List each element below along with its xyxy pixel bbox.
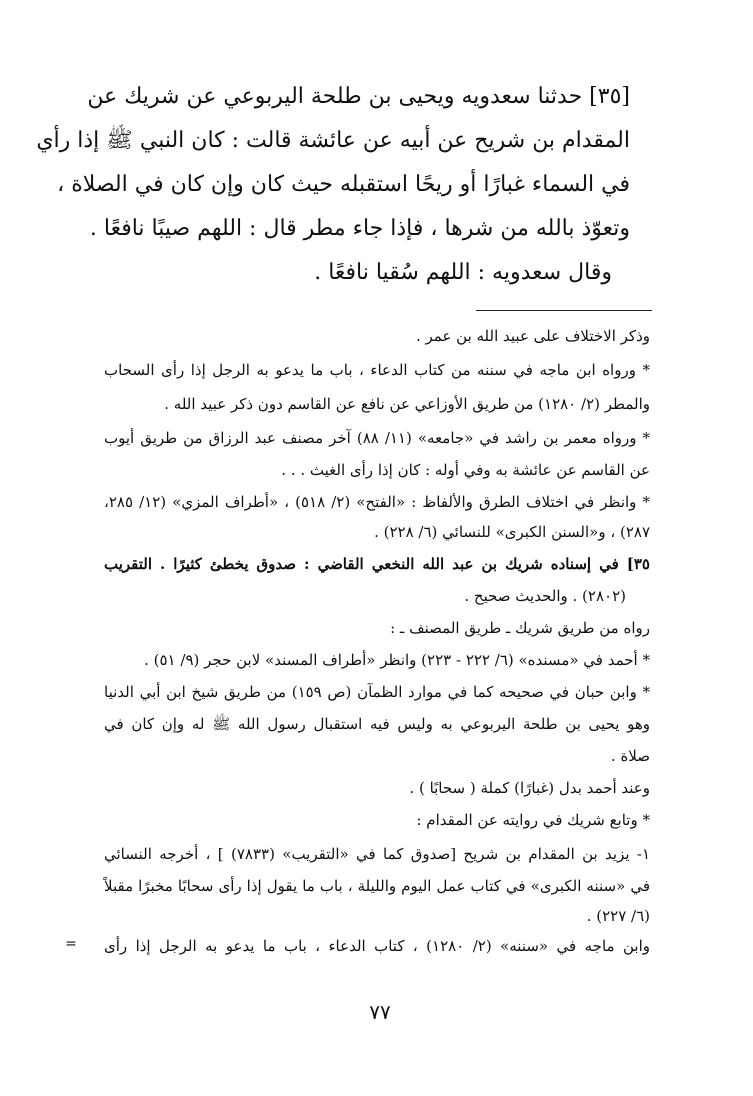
footnote-line-1: وذكر الاختلاف على عبيد الله بن عمر . [415,327,650,345]
footnote-line-9: (٢٨٠٢) . والحديث صحيح . [464,587,626,605]
footnote-line-7: ٢٨٧) ، و«السنن الكبرى» للنسائي (٦/ ٢٢٨) . [374,523,650,541]
footnote-line-11: * أحمد في «مسنده» (٦/ ٢٢٢ - ٢٢٣) وانظر «أطراف المسند» لابن حجر (٩/ ٥١) . [144,651,650,669]
footnote-line-20: وابن ماجه في «سننه» (٢/ ١٢٨٠) ، كتاب الدعاء ، باب ما يدعو به الرجل إذا رأى [104,937,650,955]
footnote-line-8: ٣٥] في إسناده شريك بن عبد الله النخعي القاضي : صدوق يخطئ كثيرًا . التقريب [104,555,650,573]
footnote-line-2: * ورواه ابن ماجه في سننه من كتاب الدعاء ، باب ما يدعو به الرجل إذا رأى السحاب [104,361,650,379]
footnote-line-4: * ورواه معمر بن راشد في «جامعه» (١١/ ٨٨) آخر مصنف عبد الرزاق من طريق أيوب [104,429,650,447]
footnote-line-3: والمطر (٢/ ١٢٨٠) من طريق الأوزاعي عن نافع عن القاسم دون ذكر عبيد الله . [164,395,650,413]
continuation-mark: = [65,936,77,952]
footnote-line-13: وهو يحيى بن طلحة اليربوعي به وليس فيه استقبال رسول الله ﷺ له وإن كان في [104,715,650,733]
footnote-line-19: (٦/ ٢٢٧) . [586,907,650,925]
hadith-line-3: في السماء غبارًا أو ريحًا استقبله حيث كان وإن كان في الصلاة ، [57,172,630,197]
hadith-line-1: [٣٥] حدثنا سعدويه ويحيى بن طلحة اليربوعي عن شريك عن [87,84,630,109]
page-number: ٧٧ [369,1000,391,1024]
footnote-line-17: ١- يزيد بن المقدام بن شريح [صدوق كما في «التقريب» (٧٨٣٣) ] ، أخرجه النسائي [104,845,650,863]
footnote-line-16: * وتابع شريك في روايته عن المقدام : [416,811,650,829]
footnote-line-18: في «سننه الكبرى» في كتاب عمل اليوم والليلة ، باب ما يقول إذا رأى سحابًا مخبرًا مقبلاً [104,877,650,895]
hadith-line-2: المقدام بن شريح عن أبيه عن عائشة قالت : كان النبي ﷺ إذا رأي [36,128,630,153]
footnote-line-12: * وابن حبان في صحيحه كما في موارد الظمآن (ص ١٥٩) من طريق شيخ ابن أبي الدنيا [104,683,650,701]
footnote-separator [476,310,652,311]
footnote-line-6: * وانظر في اختلاف الطرق والألفاظ : «الفتح» (٢/ ٥١٨) ، «أطراف المزي» (١٢/ ٢٨٥، [104,493,650,511]
hadith-line-5: وقال سعدويه : اللهم سُقيا نافعًا . [314,260,612,285]
footnote-line-14: صلاة . [610,747,650,765]
footnote-line-5: عن القاسم عن عائشة به وفي أوله : كان إذا رأى الغيث . . . [281,461,650,479]
footnote-line-15: وعند أحمد بدل (غبارًا) كملة ( سحابًا ) . [409,779,650,797]
footnote-line-10: رواه من طريق شريك ـ طريق المصنف ـ : [390,619,650,637]
hadith-line-4: وتعوّذ بالله من شرها ، فإذا جاء مطر قال : اللهم صيبًا نافعًا . [89,216,630,241]
